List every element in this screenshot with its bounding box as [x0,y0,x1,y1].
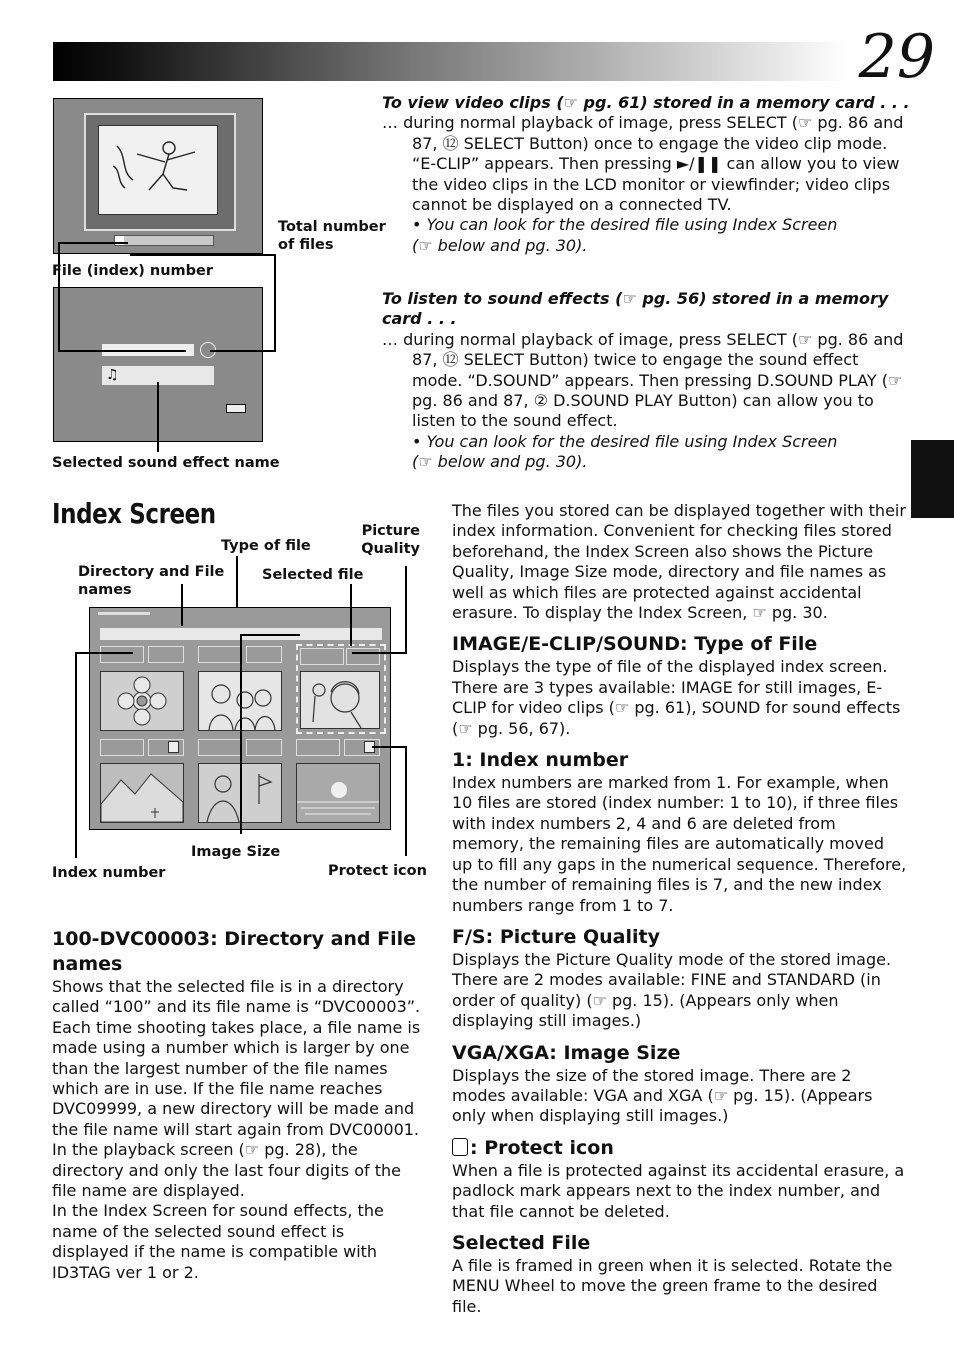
type-tab [98,612,150,615]
info-box [246,739,282,756]
intro-text: The files you stored can be displayed together with their index information. Convenient for checking files stored beforehand, the Index Screen also shows the Picture Quality, Image Size mode, directory and file names as well as which files are protected against accidental erasure. To display the Index Screen, ☞ pg. 30. [452,501,906,623]
index-screen-title: Index Screen [52,497,216,530]
leader-line [75,652,133,654]
label-index-number: Index number [52,865,166,881]
dir-body-2: In the Index Screen for sound effects, the name of the selected sound effect is displayed if the name is compatible with ID3TAG ver 1 or 2. [52,1201,384,1282]
info-box [148,646,184,663]
thumbnail-sunset [296,763,380,823]
clips-note: • You can look for the desired file using Index Screen (☞ below and pg. 30). [412,215,838,255]
protect-heading-row [452,1136,908,1161]
sound-heading: To listen to sound effects (☞ pg. 56) stored in a memory card . . . [382,289,889,329]
index-number-box [100,646,144,663]
label-type-of-file: Type of file [221,538,311,554]
leader-line [405,746,407,856]
progress-bar [114,235,214,246]
quality-heading: F/S: Picture Quality [452,925,660,948]
leader-line [240,634,242,834]
protect-padlock-icon [452,1138,468,1156]
sound-section [382,289,910,473]
clip-screen-figure [53,98,263,254]
leader-line [372,746,407,748]
clips-heading: To view video clips (☞ pg. 61) stored in a memory card . . . [382,93,910,112]
leader-line [352,652,407,654]
index-body: Index numbers are marked from 1. For example, when 10 files are stored (index number: 1 to 10), if three files with index numbers 2, 4 and 6 are deleted from memory, the remaining files are automatically moved up to fill any gaps in the numerical sequence. Therefore, the number of remaining files is 7, and the new index numbers range from 1 to 7. [452,773,907,915]
index-number-box [100,739,144,756]
leader-line [240,634,300,636]
clips-section [382,93,910,256]
thumbnail-mountains [100,763,184,823]
label-picture-quality: Picture Quality [361,523,420,557]
sound-body: … during normal playback of image, press SELECT (☞ pg. 86 and 87, ⑫ SELECT Button) twice to engage the sound effect mode. “D.SOUND” appears. Then pressing D.SOUND PLAY (☞ pg. 86 and 87, ② D.SOUND PLAY Button) can allow you to listen to the sound effect. [382,329,904,431]
leader-line [75,652,77,858]
leader-line [130,254,276,256]
size-heading: VGA/XGA: Image Size [452,1041,681,1064]
leader-line [210,350,276,352]
protect-body: When a file is protected against its accidental erasure, a padlock mark appears next to the index number, and that file cannot be deleted. [452,1160,905,1221]
dir-heading: 100-DVC00003: Directory and File names [52,928,417,975]
padlock-icon [168,741,179,753]
leader-line [157,382,159,452]
header-bar [53,42,848,81]
index-number-box [300,648,344,665]
info-box [346,648,380,665]
label-total-files: Total number of files [278,219,386,253]
tv-picture [98,125,218,215]
protect-heading: : Protect icon [470,1136,614,1159]
skater-illustration [99,126,217,214]
leader-line [236,556,238,608]
selected-heading: Selected File [452,1231,591,1254]
thumbnail-flower [100,671,184,731]
label-sound-name: Selected sound effect name [52,455,280,471]
leader-line [58,350,186,352]
leader-line [181,584,183,626]
leader-line [58,242,60,352]
quality-body: Displays the Picture Quality mode of the stored image. There are 2 modes available: FINE and STANDARD (in order of quality) (☞ pg. 15). (Appears only when displaying still images.) [452,949,892,1031]
clips-body: … during normal playback of image, press SELECT (☞ pg. 86 and 87, ⑫ SELECT Button) once to engage the video clip mode. “E-CLIP” appears. Then pressing ►/❚❚ can allow you to view the video clips in the LCD monitor or viewfinder; video clips cannot be displayed on a connected TV. [382,113,904,215]
right-column [452,501,908,1317]
thumbnail-girl-phone [300,671,380,729]
sound-note: • You can look for the desired file using Index Screen (☞ below and pg. 30). [412,431,838,472]
label-directory-names: Directory and File names [78,564,225,598]
index-number-box [198,739,242,756]
dir-section [52,927,424,1283]
leader-line [58,242,128,244]
size-body: Displays the size of the stored image. There are 2 modes available: VGA and XGA (☞ pg. 15). (Appears only when displaying still images.) [452,1065,873,1126]
index-heading: 1: Index number [452,749,629,772]
label-protect-icon: Protect icon [328,863,427,879]
type-heading: IMAGE/E-CLIP/SOUND: Type of File [452,633,818,656]
label-file-index: File (index) number [52,263,214,279]
section-tab [911,440,954,518]
leader-line [405,566,407,654]
dir-body: Shows that the selected file is in a directory called “100” and its file name is “DVC00003”. Each time shooting takes place, a file name is made using a number which is larger by one than the largest number of the file names which are in use. If the file name reaches DVC09999, a new directory will be made and the file name will start again from DVC00001. In the playback screen (☞ pg. 28), the directory and only the last four digits of the file name are displayed. [52,977,421,1201]
music-note-icon: ♫ [106,367,119,383]
selected-body: A file is framed in green when it is selected. Rotate the MENU Wheel to move the green frame to the desired file. [452,1255,893,1316]
page-number: 29 [858,22,935,92]
index-number-box [296,739,340,756]
index-number-box [198,646,242,663]
info-box [246,646,282,663]
leader-line [274,254,276,352]
battery-icon [226,404,246,413]
type-body: Displays the type of file of the displayed index screen. There are 3 types available: IMAGE for still images, E-CLIP for video clips (☞ pg. 61), SOUND for sound effects (☞ pg. 56, 67). [452,657,901,738]
leader-line [350,584,352,646]
label-image-size: Image Size [191,844,281,860]
label-selected-file: Selected file [262,567,364,583]
